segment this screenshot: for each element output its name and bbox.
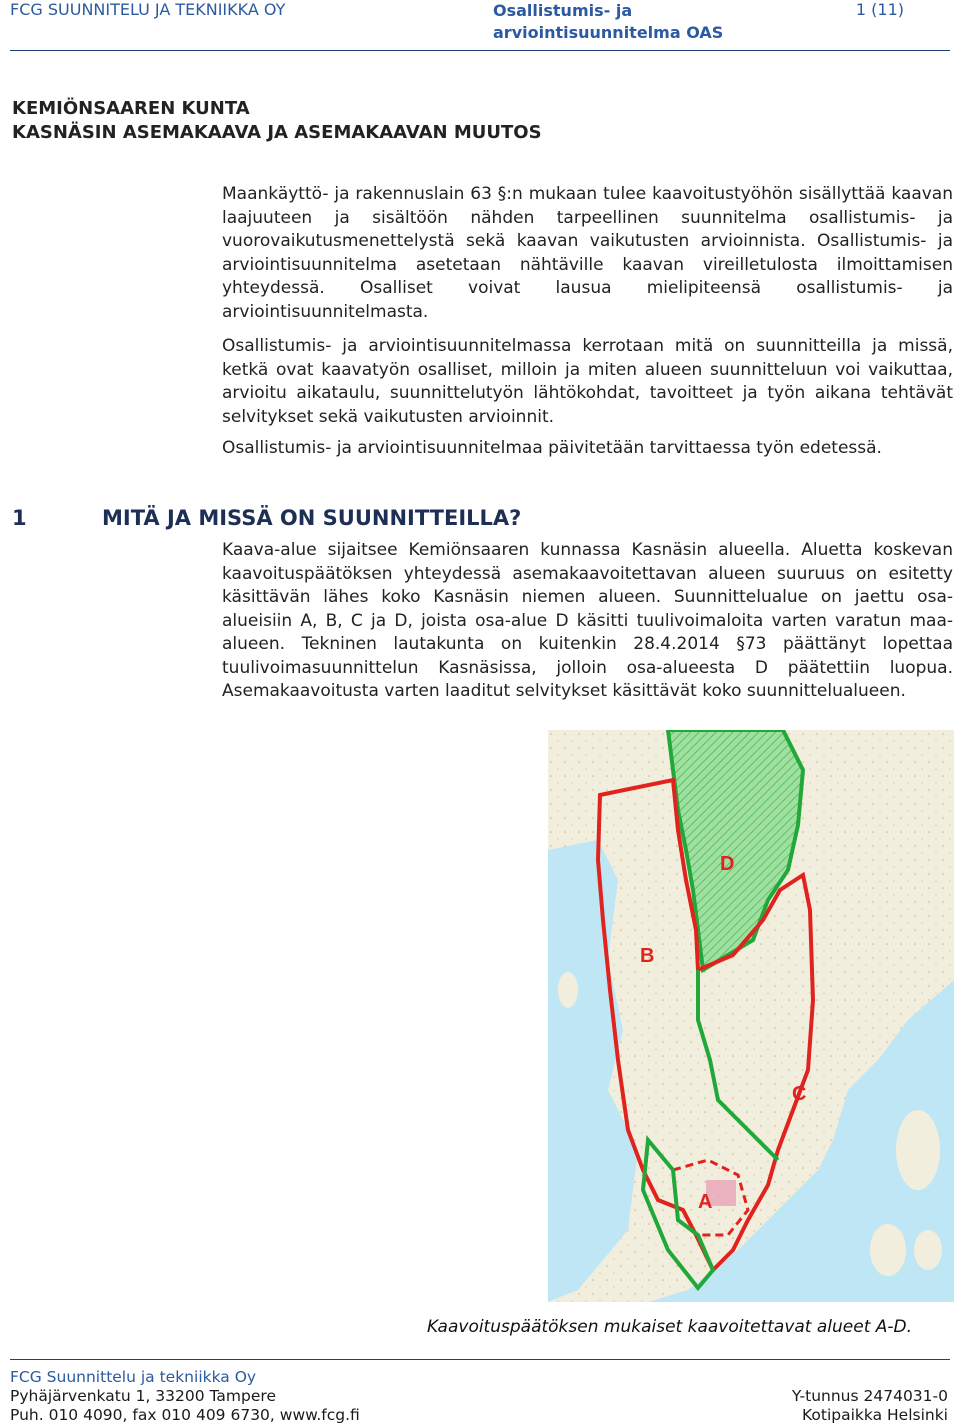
header-page-number: 1 (11) <box>855 0 904 19</box>
plan-title: KASNÄSIN ASEMAKAAVA JA ASEMAKAAVAN MUUTOS <box>12 122 542 143</box>
section-title: MITÄ JA MISSÄ ON SUUNNITTEILLA? <box>102 506 522 530</box>
footer-address: Pyhäjärvenkatu 1, 33200 Tampere <box>10 1387 276 1405</box>
footer-business-id: Y-tunnus 2474031-0 <box>791 1387 948 1405</box>
section-number: 1 <box>12 506 27 530</box>
header-rule <box>10 50 950 51</box>
planning-area-map <box>548 730 954 1302</box>
map-caption: Kaavoituspäätöksen mukaiset kaavoitettavat alueet A-D. <box>427 1317 913 1337</box>
header-doc-title <box>493 0 753 44</box>
intro-paragraph-2: Osallistumis- ja arviointisuunnitelmassa kerrotaan mitä on suunnitteilla ja missä, ketkä ovat kaavatyön osalliset, milloin ja miten alueen suunnitteluun voi vaikuttaa, arvioitu aikataulu, suunnittelutyön lähtökohdat, tavoitteet ja työn aikana tehtävät selvitykset sekä vaikutusten arvioinnit. <box>222 336 953 427</box>
header-doc-title-line1: Osallistumis- ja <box>493 1 633 20</box>
footer-rule <box>10 1359 950 1360</box>
header-company: FCG SUUNNITELU JA TEKNIIKKA OY <box>10 0 286 19</box>
intro-paragraph-1: Maankäyttö- ja rakennuslain 63 §:n mukaan tulee kaavoitustyöhön sisällyttää kaavan laajuuteen ja sisältöön nähden tarpeellinen suunnitelma osallistumis- ja vuorovaikutusmenettelystä sekä kaavan vaikutusten arvioinnista. Osallistumis- ja arviointisuunnitelma asetetaan nähtäville kaavan vireilletulosta ilmoittamisen yhteydessä. Osalliset voivat lausua mielipiteensä osallistumis- ja arviointisuunnitelmasta. <box>222 184 953 322</box>
map-label-d: D <box>720 853 735 875</box>
footer-domicile: Kotipaikka Helsinki <box>802 1406 948 1424</box>
section-heading <box>12 506 521 530</box>
map-label-c: C <box>792 1083 807 1105</box>
header-doc-title-line2: arviointisuunnitelma OAS <box>493 23 724 42</box>
map-label-b: B <box>640 945 655 967</box>
intro-paragraph-3: Osallistumis- ja arviointisuunnitelmaa päivitetään tarvittaessa työn edetessä. <box>222 438 882 458</box>
footer-left <box>10 1368 360 1425</box>
footer-right <box>792 1387 948 1425</box>
section-body: Kaava-alue sijaitsee Kemiönsaaren kunnassa Kasnäsin alueella. Aluetta koskevan kaavoituspäätöksen yhteydessä asemakaavoitettavan alueen suuruus on esitetty käsittävän lähes koko Kasnäsin niemen alueen. Suunnittelualue on jaettu osa-alueisiin A, B, C ja D, joista osa-alue D käsitti tuulivoimaloita varten varatun maa-alueen. Tekninen lautakunta on kuitenkin 28.4.2014 §73 päättänyt lopettaa tuulivoimasuunnittelun Kasnäsissa, jolloin osa-alueesta D päätettiin luopua. Asemakaavoitusta varten laaditut selvitykset käsittävät koko suunnittelualueen. <box>222 540 953 701</box>
footer-company: FCG Suunnittelu ja tekniikka Oy <box>10 1368 257 1386</box>
municipality-title: KEMIÖNSAAREN KUNTA <box>12 98 250 119</box>
footer-contact: Puh. 010 4090, fax 010 409 6730, www.fcg.fi <box>10 1406 360 1424</box>
map-label-a: A <box>698 1191 713 1213</box>
